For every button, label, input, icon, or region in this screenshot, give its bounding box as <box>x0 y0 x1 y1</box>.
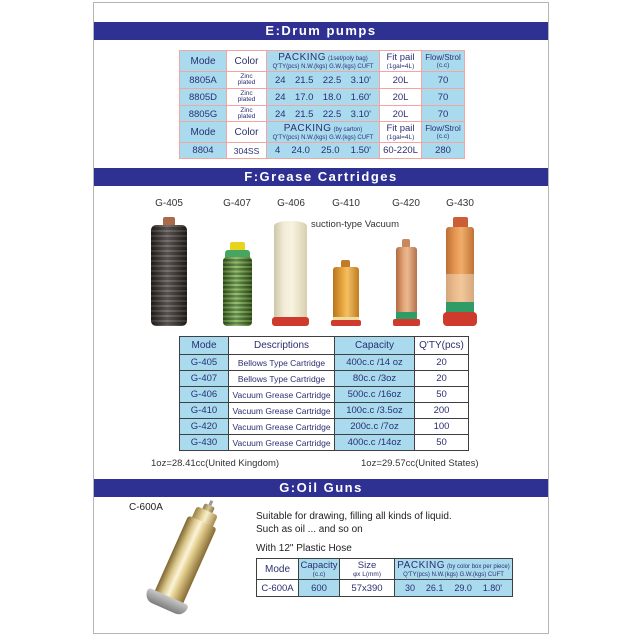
nw: 21.5 <box>294 108 314 120</box>
cartridge-base <box>393 319 420 326</box>
cell-description: Vacuum Grease Cartridge <box>229 403 335 419</box>
table-row <box>180 371 469 387</box>
cell-description: Vacuum Grease Cartridge <box>229 435 335 451</box>
cell-mode: 8804 <box>180 143 227 159</box>
cartridge-body <box>223 257 252 326</box>
cell-fit-pail: 20L <box>380 89 422 106</box>
color-line1: Zinc <box>240 106 253 114</box>
footnote-us: 1oz=29.57cc(United States) <box>361 458 479 469</box>
color-line2: plated <box>237 96 256 103</box>
cell-flow: 70 <box>422 89 465 106</box>
section-header-grease-cartridges: F:Grease Cartridges <box>94 168 548 186</box>
cell-mode: G-405 <box>180 355 229 371</box>
cell-packing <box>267 89 380 106</box>
cuft: 1.80' <box>482 583 502 593</box>
cell-mode: G-406 <box>180 387 229 403</box>
table-row <box>180 419 469 435</box>
cartridge-body <box>274 221 307 318</box>
fit-pail-title: Fit pail <box>386 51 415 63</box>
table-row <box>180 72 465 89</box>
cell-fit-pail: 20L <box>380 72 422 89</box>
cell-flow: 70 <box>422 72 465 89</box>
packing-note: (by carton) <box>333 127 363 133</box>
cartridge-body <box>333 267 359 319</box>
oil-description-line2: Such as oil ... and so on <box>256 524 363 535</box>
packing-title: PACKING <box>278 52 327 63</box>
cartridge-body <box>151 225 187 326</box>
table-row <box>180 143 465 159</box>
catalog-page <box>93 2 549 634</box>
header-color: Color <box>227 122 267 143</box>
header-flow <box>422 51 465 72</box>
cell-qty: 20 <box>415 371 469 387</box>
table-row <box>257 580 513 597</box>
header-packing <box>395 559 513 580</box>
cell-mode: G-410 <box>180 403 229 419</box>
size-sub: φx L(mm) <box>352 570 382 578</box>
table-row <box>180 387 469 403</box>
packing-note: (1set/poly bag) <box>328 56 368 62</box>
table-header-row <box>180 337 469 355</box>
qty: 24 <box>275 74 286 86</box>
flow-title: Flow/Strol <box>425 124 461 133</box>
header-size <box>340 559 395 580</box>
drum-pumps-carton-table <box>179 121 465 159</box>
flow-title: Flow/Strol <box>425 53 461 62</box>
nw: 21.5 <box>294 74 314 86</box>
header-color: Color <box>227 51 267 72</box>
header-capacity <box>299 559 340 580</box>
header-packing <box>267 122 380 143</box>
table-row <box>180 106 465 123</box>
cell-capacity: 80c.c /3oz <box>335 371 415 387</box>
cell-capacity: 500c.c /16oz <box>335 387 415 403</box>
header-fit-pail <box>380 51 422 72</box>
cell-qty: 50 <box>415 387 469 403</box>
cartridge-base <box>443 312 477 326</box>
cell-qty: 20 <box>415 355 469 371</box>
cuft: 1.50' <box>350 145 371 156</box>
cell-mode: 8805G <box>180 106 227 123</box>
cell-size: 57x390 <box>340 580 395 597</box>
header-packing <box>267 51 380 72</box>
cuft: 3.10' <box>350 74 371 86</box>
header-fit-pail <box>380 122 422 143</box>
table-header-row <box>257 559 513 580</box>
fit-pail-sub: (1gal=4L) <box>386 133 415 141</box>
qty: 4 <box>275 145 281 156</box>
oil-hose-note: With 12" Plastic Hose <box>256 543 352 554</box>
cell-capacity: 400c.c /14 oz <box>335 355 415 371</box>
cell-fit-pail: 60-220L <box>380 143 422 159</box>
cell-capacity: 200c.c /7oz <box>335 419 415 435</box>
table-header-row <box>180 51 465 72</box>
label-g410: G-410 <box>332 198 360 209</box>
capacity-title: Capacity <box>300 559 338 571</box>
nw: 17.0 <box>294 91 314 103</box>
cell-mode: G-420 <box>180 419 229 435</box>
cell-capacity: 100c.c /3.5oz <box>335 403 415 419</box>
grease-cartridges-table <box>179 336 469 451</box>
color-line1: Zinc <box>240 89 253 97</box>
cell-mode: G-430 <box>180 435 229 451</box>
packing-title: PACKING <box>283 123 332 134</box>
cell-mode: C-600A <box>257 580 299 597</box>
header-flow <box>422 122 465 143</box>
gun-barrel <box>154 515 217 605</box>
cell-color <box>227 106 267 123</box>
cell-color: 304SS <box>227 143 267 159</box>
fit-pail-sub: (1gal=4L) <box>386 62 415 70</box>
packing-note: (by color box per piece) <box>447 564 510 570</box>
header-capacity: Capacity <box>335 337 415 355</box>
cartridge-body <box>396 247 417 314</box>
table-row <box>180 403 469 419</box>
annotation-suction-type-vacuum: suction-type Vacuum <box>311 219 400 230</box>
gw: 29.0 <box>454 583 472 593</box>
label-c600a: C-600A <box>129 502 163 513</box>
qty: 24 <box>275 108 286 120</box>
flow-sub: (c.c) <box>436 62 450 69</box>
nw: 26.1 <box>425 583 444 593</box>
cell-flow: 280 <box>422 143 465 159</box>
header-mode: Mode <box>180 337 229 355</box>
label-g420: G-420 <box>392 198 420 209</box>
drum-pumps-polybag-table <box>179 50 465 123</box>
fit-pail-title: Fit pail <box>386 122 415 134</box>
cell-qty: 200 <box>415 403 469 419</box>
label-g407: G-407 <box>223 198 251 209</box>
cell-mode: G-407 <box>180 371 229 387</box>
cell-capacity: 400c.c /14oz <box>335 435 415 451</box>
cartridge-base <box>331 320 361 326</box>
size-title: Size <box>357 559 377 571</box>
cuft: 1.60' <box>350 91 371 103</box>
cell-description: Vacuum Grease Cartridge <box>229 387 335 403</box>
section-header-drum-pumps: E:Drum pumps <box>94 22 548 40</box>
table-header-row <box>180 122 465 143</box>
gw: 18.0 <box>322 91 342 103</box>
cell-description: Bellows Type Cartridge <box>229 355 335 371</box>
cell-fit-pail: 20L <box>380 106 422 123</box>
table-row <box>180 89 465 106</box>
cell-packing <box>267 106 380 123</box>
gw: 22.5 <box>322 108 342 120</box>
footnote-uk: 1oz=28.41cc(United Kingdom) <box>151 458 280 469</box>
cell-description: Bellows Type Cartridge <box>229 371 335 387</box>
header-mode: Mode <box>180 122 227 143</box>
gw: 25.0 <box>321 145 340 156</box>
header-mode: Mode <box>180 51 227 72</box>
gw: 22.5 <box>322 74 342 86</box>
cell-packing <box>395 580 513 597</box>
cell-description: Vacuum Grease Cartridge <box>229 419 335 435</box>
color-line2: plated <box>237 79 256 86</box>
header-descriptions: Descriptions <box>229 337 335 355</box>
section-header-oil-guns: G:Oil Guns <box>94 479 548 497</box>
qty: 30 <box>405 583 416 593</box>
cell-qty: 50 <box>415 435 469 451</box>
label-g405: G-405 <box>155 198 183 209</box>
cell-mode: 8805A <box>180 72 227 89</box>
capacity-sub: (c.c) <box>312 570 326 578</box>
cell-packing <box>267 72 380 89</box>
header-qty: Q'TY(pcs) <box>415 337 469 355</box>
nw: 24.0 <box>291 145 310 156</box>
cell-color <box>227 72 267 89</box>
cell-flow: 70 <box>422 106 465 123</box>
cell-capacity: 600 <box>299 580 340 597</box>
color-line1: Zinc <box>240 72 253 80</box>
table-row <box>180 355 469 371</box>
table-row <box>180 435 469 451</box>
packing-title: PACKING <box>397 560 446 571</box>
flow-sub: (c.c) <box>436 133 450 140</box>
packing-subheader: Q'TY(pcs) N.W.(kgs) G.W.(kgs) CUFT <box>272 135 374 141</box>
cuft: 3.10' <box>350 108 371 120</box>
label-g406: G-406 <box>277 198 305 209</box>
cell-packing <box>267 143 380 159</box>
cartridge-base <box>272 317 309 326</box>
header-mode: Mode <box>257 559 299 580</box>
color-line2: plated <box>237 113 256 120</box>
cell-qty: 100 <box>415 419 469 435</box>
qty: 24 <box>275 91 286 103</box>
cell-color <box>227 89 267 106</box>
packing-subheader: Q'TY(pcs) N.W.(kgs) G.W.(kgs) CUFT <box>272 64 374 70</box>
oil-description-line1: Suitable for drawing, filling all kinds of liquid. <box>256 511 452 522</box>
label-g430: G-430 <box>446 198 474 209</box>
packing-subheader: Q'TY(pcs) N.W.(kgs) G.W.(kgs) CUFT <box>403 572 504 578</box>
cell-mode: 8805D <box>180 89 227 106</box>
oil-guns-table <box>256 558 513 597</box>
